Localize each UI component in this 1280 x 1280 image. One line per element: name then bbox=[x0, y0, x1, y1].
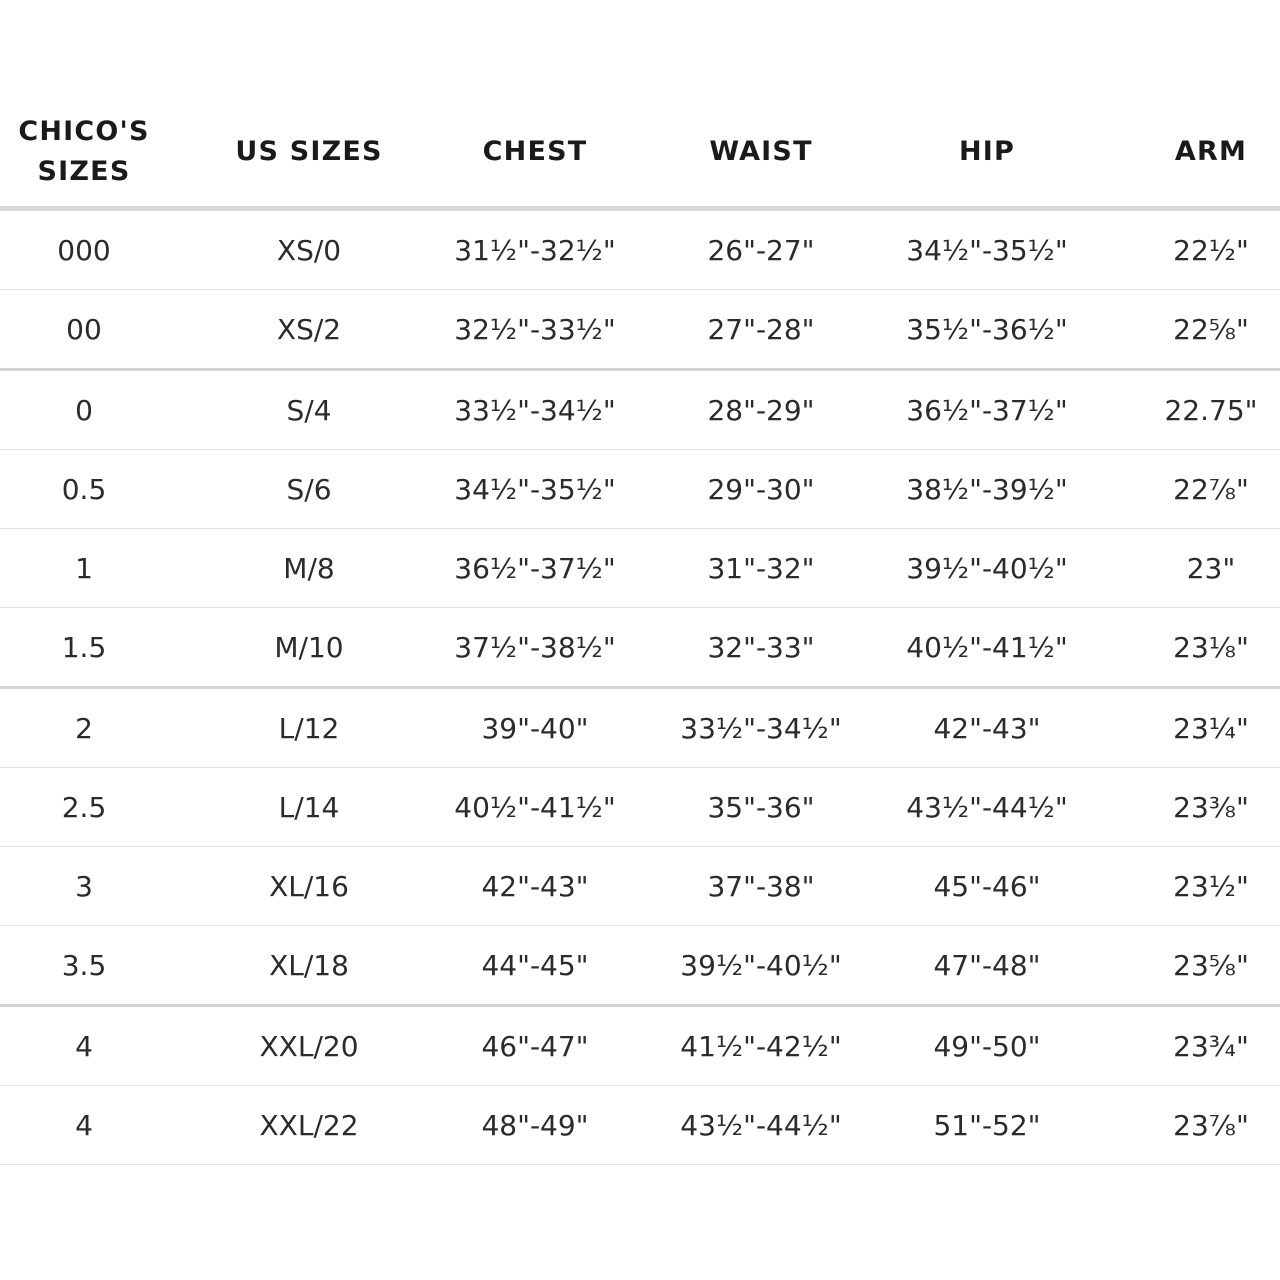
cell-chest: 36½"-37½" bbox=[454, 551, 616, 585]
cell-hip: 47"-48" bbox=[933, 948, 1041, 982]
cell-chest: 34½"-35½" bbox=[454, 472, 616, 506]
cell-us-size: XXL/22 bbox=[259, 1108, 359, 1142]
cell-waist: 29"-30" bbox=[707, 472, 815, 506]
cell-waist: 43½"-44½" bbox=[680, 1108, 842, 1142]
cell-chicos-size: 3.5 bbox=[61, 948, 107, 982]
cell-us-size: XXL/20 bbox=[259, 1029, 359, 1063]
cell-waist: 33½"-34½" bbox=[680, 711, 842, 745]
header-chest: CHEST bbox=[482, 136, 588, 167]
size-chart-table bbox=[0, 98, 1280, 1165]
cell-chicos-size: 000 bbox=[57, 233, 111, 267]
cell-us-size: L/14 bbox=[278, 790, 340, 824]
cell-arm: 22½" bbox=[1173, 233, 1249, 267]
table-row bbox=[0, 1086, 1280, 1165]
cell-arm: 23⅜" bbox=[1173, 790, 1249, 824]
header-waist: WAIST bbox=[709, 136, 813, 167]
table-row bbox=[0, 689, 1280, 768]
cell-chest: 32½"-33½" bbox=[454, 312, 616, 346]
cell-waist: 39½"-40½" bbox=[680, 948, 842, 982]
cell-arm: 22⅞" bbox=[1173, 472, 1249, 506]
cell-hip: 38½"-39½" bbox=[906, 472, 1068, 506]
cell-hip: 49"-50" bbox=[933, 1029, 1041, 1063]
cell-us-size: M/8 bbox=[283, 551, 335, 585]
cell-chicos-size: 2.5 bbox=[61, 790, 107, 824]
cell-waist: 26"-27" bbox=[707, 233, 815, 267]
cell-waist: 37"-38" bbox=[707, 869, 815, 903]
header-arm: ARM bbox=[1174, 136, 1248, 167]
cell-hip: 51"-52" bbox=[933, 1108, 1041, 1142]
cell-waist: 32"-33" bbox=[707, 630, 815, 664]
cell-waist: 41½"-42½" bbox=[680, 1029, 842, 1063]
cell-us-size: M/10 bbox=[274, 630, 344, 664]
cell-waist: 35"-36" bbox=[707, 790, 815, 824]
header-us-sizes: US SIZES bbox=[235, 136, 383, 167]
cell-chicos-size: 2 bbox=[75, 711, 93, 745]
table-row bbox=[0, 847, 1280, 926]
cell-chicos-size: 0.5 bbox=[61, 472, 107, 506]
table-row bbox=[0, 290, 1280, 371]
cell-us-size: L/12 bbox=[278, 711, 340, 745]
table-row bbox=[0, 529, 1280, 608]
cell-arm: 22.75" bbox=[1164, 393, 1258, 427]
cell-arm: 23½" bbox=[1173, 869, 1249, 903]
cell-waist: 31"-32" bbox=[707, 551, 815, 585]
cell-hip: 40½"-41½" bbox=[906, 630, 1068, 664]
cell-chest: 37½"-38½" bbox=[454, 630, 616, 664]
cell-hip: 43½"-44½" bbox=[906, 790, 1068, 824]
cell-chest: 46"-47" bbox=[481, 1029, 589, 1063]
table-row bbox=[0, 768, 1280, 847]
header-chicos-sizes: CHICO'S SIZES bbox=[18, 116, 150, 187]
cell-chest: 40½"-41½" bbox=[454, 790, 616, 824]
cell-hip: 36½"-37½" bbox=[906, 393, 1068, 427]
header-hip: HIP bbox=[958, 136, 1016, 167]
cell-us-size: S/4 bbox=[286, 393, 332, 427]
cell-waist: 28"-29" bbox=[707, 393, 815, 427]
cell-waist: 27"-28" bbox=[707, 312, 815, 346]
table-row bbox=[0, 608, 1280, 689]
cell-hip: 39½"-40½" bbox=[906, 551, 1068, 585]
cell-hip: 34½"-35½" bbox=[906, 233, 1068, 267]
cell-chicos-size: 4 bbox=[75, 1108, 93, 1142]
cell-chest: 44"-45" bbox=[481, 948, 589, 982]
cell-hip: 35½"-36½" bbox=[906, 312, 1068, 346]
table-row bbox=[0, 926, 1280, 1007]
cell-us-size: XL/16 bbox=[269, 869, 349, 903]
cell-hip: 42"-43" bbox=[933, 711, 1041, 745]
cell-arm: 22⅝" bbox=[1173, 312, 1249, 346]
table-row bbox=[0, 1007, 1280, 1086]
table-row bbox=[0, 450, 1280, 529]
cell-chicos-size: 00 bbox=[66, 312, 102, 346]
cell-us-size: S/6 bbox=[286, 472, 332, 506]
cell-arm: 23⅝" bbox=[1173, 948, 1249, 982]
cell-chicos-size: 4 bbox=[75, 1029, 93, 1063]
cell-chest: 33½"-34½" bbox=[454, 393, 616, 427]
cell-chest: 48"-49" bbox=[481, 1108, 589, 1142]
cell-chest: 42"-43" bbox=[481, 869, 589, 903]
cell-arm: 23¾" bbox=[1173, 1029, 1249, 1063]
cell-arm: 23⅞" bbox=[1173, 1108, 1249, 1142]
cell-arm: 23¼" bbox=[1173, 711, 1249, 745]
cell-chicos-size: 3 bbox=[75, 869, 93, 903]
cell-chicos-size: 0 bbox=[75, 393, 93, 427]
cell-chest: 31½"-32½" bbox=[454, 233, 616, 267]
cell-us-size: XS/2 bbox=[276, 312, 342, 346]
cell-chest: 39"-40" bbox=[481, 711, 589, 745]
cell-arm: 23⅛" bbox=[1173, 630, 1249, 664]
cell-chicos-size: 1.5 bbox=[61, 630, 107, 664]
table-row bbox=[0, 371, 1280, 450]
cell-us-size: XL/18 bbox=[269, 948, 349, 982]
table-header-row bbox=[0, 98, 1280, 211]
cell-us-size: XS/0 bbox=[276, 233, 342, 267]
cell-chicos-size: 1 bbox=[75, 551, 93, 585]
cell-hip: 45"-46" bbox=[933, 869, 1041, 903]
table-row bbox=[0, 211, 1280, 290]
cell-arm: 23" bbox=[1186, 551, 1236, 585]
